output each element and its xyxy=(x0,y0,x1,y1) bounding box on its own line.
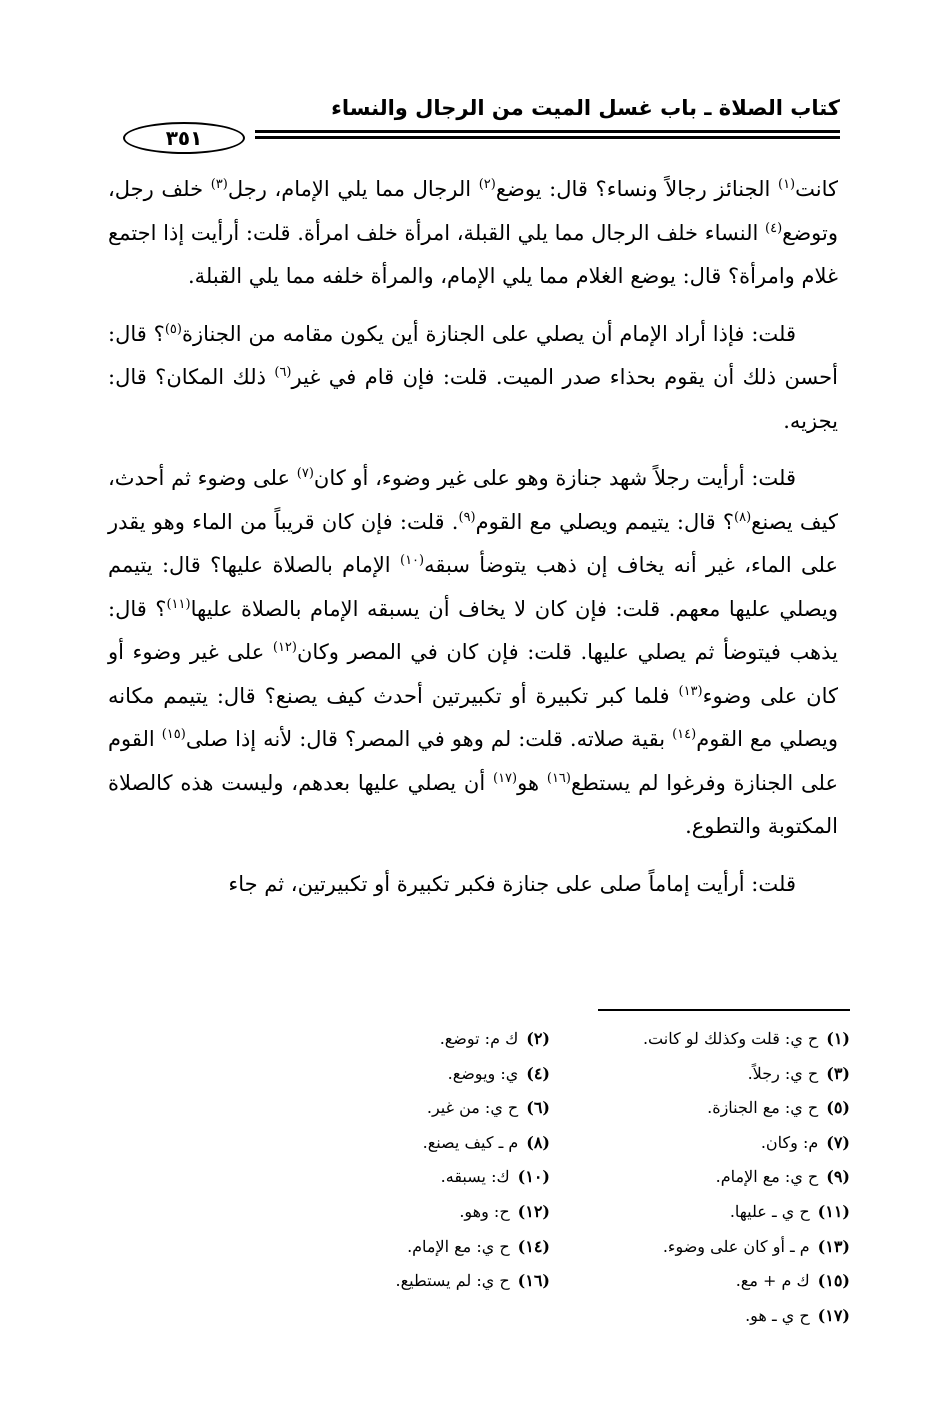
footnote-text: ك م + مع. xyxy=(735,1271,810,1291)
footnote-number: (١٢) xyxy=(517,1201,550,1221)
footnote xyxy=(550,1264,850,1299)
footnote-number: (١٣) xyxy=(817,1236,850,1256)
footnote xyxy=(240,1091,550,1126)
footnote-number: (١٧) xyxy=(817,1305,850,1325)
footnote xyxy=(240,1195,550,1230)
footnote xyxy=(240,1057,550,1092)
footnote-number: (٨) xyxy=(526,1132,550,1152)
footnote-text: ح ي: لم يستطيع. xyxy=(395,1271,510,1291)
footnote-text: ح ي: مع الإمام. xyxy=(715,1167,819,1187)
footnote-text: ي: ويوضع. xyxy=(447,1063,519,1083)
footnote-number: (٧) xyxy=(826,1132,850,1152)
header-rule-line xyxy=(255,130,840,133)
footnote-text: ح ي: من غير. xyxy=(426,1098,519,1118)
footnote-text: ح ي: قلت وكذلك لو كانت. xyxy=(642,1029,819,1048)
footnote xyxy=(240,1022,550,1057)
footnote-text: ح ي: رجلاً. xyxy=(747,1063,819,1083)
footnote xyxy=(550,1091,850,1126)
footnote xyxy=(550,1299,850,1334)
footnote xyxy=(240,1126,550,1161)
header-rule xyxy=(105,124,840,152)
footnote-text: م: وكان. xyxy=(760,1132,819,1152)
footnote xyxy=(240,1264,550,1299)
header-rule-line xyxy=(255,136,840,139)
footnote-number: (٥) xyxy=(826,1098,850,1118)
footnote xyxy=(550,1126,850,1161)
footnote-number: (١١) xyxy=(817,1201,850,1221)
footnote-number: (١٥) xyxy=(817,1271,850,1291)
paragraph: كانت$^{(١)}$ الجنائز رجالاً ونساء؟ قال: يوضع$^{(٢)}$ الرجال مما يلي الإمام، رجل$^{(٣)}$ خلف رجل، وتوضع$^{(٤)}$ النساء خلف الرجال مما يلي القبلة، امرأة خلف امرأة. قلت: أرأيت إذا اجتمع غلام وامرأة؟ قال: يوضع الغلام مما يلي الإمام، والمرأة خلفه مما يلي القبلة. xyxy=(108,177,838,288)
footnote-number: (١) xyxy=(826,1029,850,1048)
footnote xyxy=(550,1057,850,1092)
footnote-number: (٤) xyxy=(526,1063,550,1083)
footnote xyxy=(550,1160,850,1195)
main-text xyxy=(108,168,838,906)
footnote-separator xyxy=(598,1009,850,1011)
footnote-text: م ـ أو كان على وضوء. xyxy=(662,1236,810,1256)
footnote xyxy=(240,1160,550,1195)
footnote xyxy=(550,1022,850,1057)
footnote-number: (١٤) xyxy=(517,1236,550,1256)
footnote-number: (٦) xyxy=(526,1098,550,1118)
footnote-text: م ـ كيف يصنع. xyxy=(422,1132,519,1152)
footnote xyxy=(550,1230,850,1265)
paragraph: قلت: فإذا أراد الإمام أن يصلي على الجنازة أين يكون مقامه من الجنازة$^{(٥)}$؟ قال: أحسن ذلك أن يقوم بحذاء صدر الميت. قلت: فإن قام في غير$^{(٦)}$ ذلك المكان؟ قال: يجزيه. xyxy=(108,321,838,433)
footnote-number: (٢) xyxy=(526,1029,550,1048)
running-title: كتاب الصلاة ـ باب غسل الميت من الرجال والنساء xyxy=(331,96,840,120)
footnote-text: ح ي ـ عليها. xyxy=(729,1201,810,1221)
footnote-number: (١٦) xyxy=(517,1271,550,1291)
footnotes xyxy=(240,1022,850,1333)
footnote-text: ح ي: مع الجنازة. xyxy=(707,1098,819,1118)
page-number: ٣٥١ xyxy=(123,122,245,154)
footnote-number: (١٠) xyxy=(517,1167,550,1187)
footnote-text: ك م: توضع. xyxy=(439,1029,519,1048)
paragraph: قلت: أرأيت رجلاً شهد جنازة وهو على غير وضوء، أو كان$^{(٧)}$ على وضوء ثم أحدث، كيف يصنع$^{(٨)}$؟ قال: يتيمم ويصلي مع القوم$^{(٩)}$. قلت: فإن كان قريباً من الماء وهو يقدر على الماء، غير أنه يخاف إن ذهب يتوضأ سبقه$^{(١٠)}$ الإمام بالصلاة عليها؟ قال: يتيمم ويصلي عليها معهم. قلت: فإن كان لا يخاف أن يسبقه الإمام بالصلاة عليها$^{(١١)}$؟ قال: يذهب فيتوضأ ثم يصلي عليها. قلت: فإن كان في المصر وكان$^{(١٢)}$ على غير وضوء أو كان على وضوء$^{(١٣)}$ فلما كبر تكبيرة أو تكبيرتين أحدث كيف يصنع؟ قال: يتيمم مكانه ويصلي مع القوم$^{(١٤)}$ بقية صلاته. قلت: لم وهو في المصر؟ قال: لأنه إذا صلى$^{(١٥)}$ القوم على الجنازة وفرغوا لم يستطع$^{(١٦)}$ هو$^{(١٧)}$ أن يصلي عليها بعدهم، وليست هذه كالصلاة المكتوبة والتطوع. xyxy=(108,466,839,838)
footnote-grid xyxy=(240,1022,850,1333)
footnote-text: ح ي ـ هو. xyxy=(745,1305,810,1325)
footnote-number: (٣) xyxy=(826,1063,850,1083)
footnote-text: ح ي: مع الإمام. xyxy=(407,1236,510,1256)
footnote xyxy=(240,1230,550,1265)
footnote-text: ح: وهو. xyxy=(459,1201,510,1221)
footnote xyxy=(550,1195,850,1230)
paragraph: قلت: أرأيت إماماً صلى على جنازة فكبر تكبيرة أو تكبيرتين، ثم جاء xyxy=(228,871,796,896)
footnote-number: (٩) xyxy=(826,1167,850,1187)
footnote-text: ك: يسبقه. xyxy=(440,1167,510,1187)
